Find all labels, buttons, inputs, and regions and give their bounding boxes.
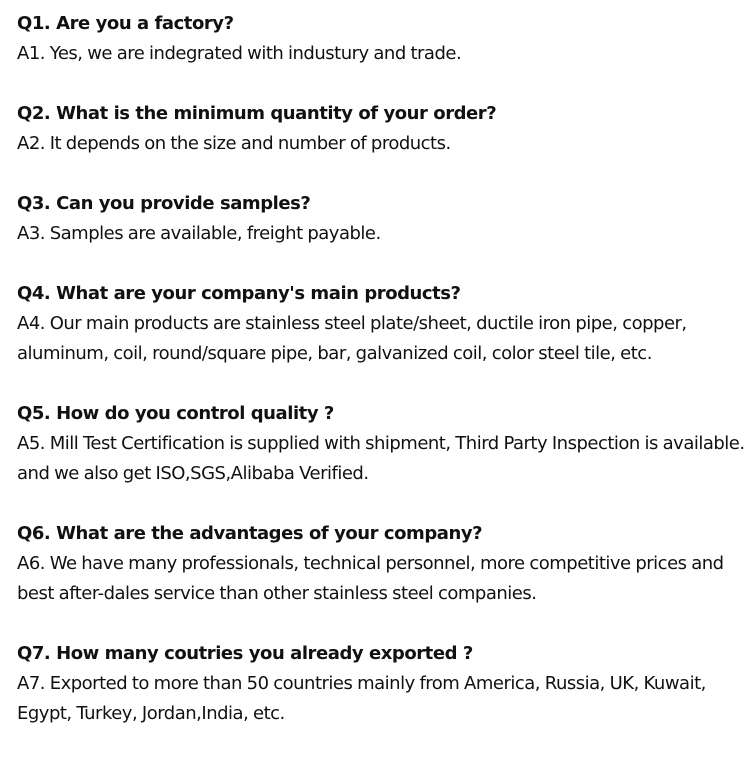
answer-7: A7. Exported to more than 50 countries mainly from America, Russia, UK, Kuwait, Egypt, Turkey, Jordan,India, etc. <box>17 673 706 724</box>
answer-5: A5. Mill Test Certification is supplied with shipment, Third Party Inspection is available. and we also get ISO,SGS,Alibaba Verified. <box>17 433 745 484</box>
answer-4: A4. Our main products are stainless steel plate/sheet, ductile iron pipe, copper, aluminum, coil, round/square pipe, bar, galvanized coil, color steel tile, etc. <box>17 313 687 364</box>
answer-6: A6. We have many professionals, technical personnel, more competitive prices and best after-dales service than other stainless steel companies. <box>17 553 724 604</box>
faq-item-5 <box>17 399 747 489</box>
faq-item-3 <box>17 189 747 249</box>
question-4: Q4. What are your company's main products? <box>17 283 461 304</box>
faq-item-7 <box>17 639 747 729</box>
question-3: Q3. Can you provide samples? <box>17 193 311 214</box>
faq-item-4 <box>17 279 747 369</box>
answer-1: A1. Yes, we are indegrated with industury and trade. <box>17 43 462 64</box>
question-6: Q6. What are the advantages of your company? <box>17 523 483 544</box>
answer-2: A2. It depends on the size and number of products. <box>17 133 451 154</box>
question-5: Q5. How do you control quality ? <box>17 403 334 424</box>
faq-item-6 <box>17 519 747 609</box>
question-7: Q7. How many coutries you already exported ? <box>17 643 473 664</box>
question-2: Q2. What is the minimum quantity of your order? <box>17 103 497 124</box>
faq-item-1 <box>17 9 747 69</box>
question-1: Q1. Are you a factory? <box>17 13 234 34</box>
faq-item-2 <box>17 99 747 159</box>
answer-3: A3. Samples are available, freight payable. <box>17 223 381 244</box>
faq-list <box>17 9 747 759</box>
